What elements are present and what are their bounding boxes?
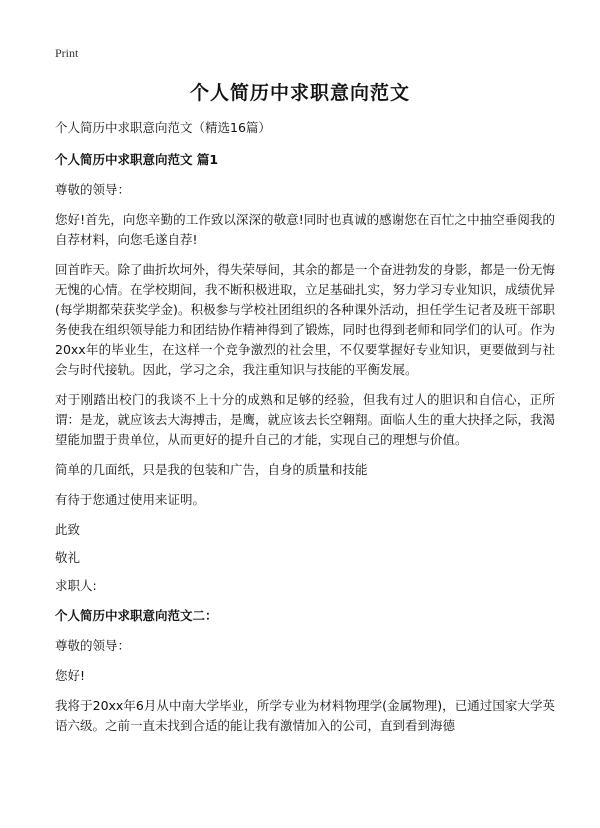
paragraph-1-4: 简单的几面纸，只是我的包装和广告，自身的质量和技能 [55, 462, 368, 477]
paragraph-2-1: 我将于20xx年6月从中南大学毕业，所学专业为材料物理学(金属物理)，已通过国家大学英语六级。之前一直未找到合适的能让我有激情加入的公司，直到看到海德 [55, 698, 555, 733]
page-title: 个人简历中求职意向范文 [189, 82, 410, 104]
print-label: Print [55, 46, 79, 60]
paragraph-1-5: 有待于您通过使用来证明。 [55, 492, 206, 507]
closing-jing-li: 敬礼 [55, 550, 81, 565]
paragraph-1-1: 您好!首先，向您辛勤的工作致以深深的敬意!同时也真诚的感谢您在百忙之中抽空垂阅我的自荐材料，向您毛遂自荐! [55, 212, 555, 247]
hello-2: 您好! [55, 668, 86, 683]
document-subtitle: 个人简历中求职意向范文（精选16篇） [55, 120, 271, 135]
signature-line: 求职人: [55, 578, 97, 593]
paragraph-1-2: 回首昨天。除了曲折坎坷外，得失荣辱间，其余的都是一个奋进勃发的身影，都是一份无悔无愧的心情。在学校期间，我不断积极进取，立足基础扎实，努力学习专业知识，成绩优异(每学期都荣获奖学金)。积极参与学校社团组织的各种课外活动，担任学生记者及班干部职务使我在组织领导能力和团结协作精神得到了锻炼，同时也得到老师和同学们的认可。作为20xx年的毕业生，在这样一个竞争激烈的社会里，不仅要掌握好专业知识，更要做到与社会与时代接轨。因此，学习之余，我注重知识与技能的平衡发展。 [55, 262, 556, 377]
greeting-2: 尊敬的领导： [55, 638, 131, 653]
section-heading-1: 个人简历中求职意向范文 篇1 [55, 152, 219, 167]
paragraph-1-3: 对于刚踏出校门的我谈不上十分的成熟和足够的经验，但我有过人的胆识和自信心，正所谓：是龙，就应该去大海搏击，是鹰，就应该去长空翱翔。面临人生的重大抉择之际，我渴望能加盟于贵单位，从而更好的提升自己的才能，实现自己的理想与价值。 [55, 392, 556, 447]
closing-ci-zhi: 此致 [55, 522, 81, 537]
section-heading-2: 个人简历中求职意向范文二： [55, 608, 218, 623]
greeting-1: 尊敬的领导： [55, 182, 131, 197]
document-body [55, 118, 555, 746]
